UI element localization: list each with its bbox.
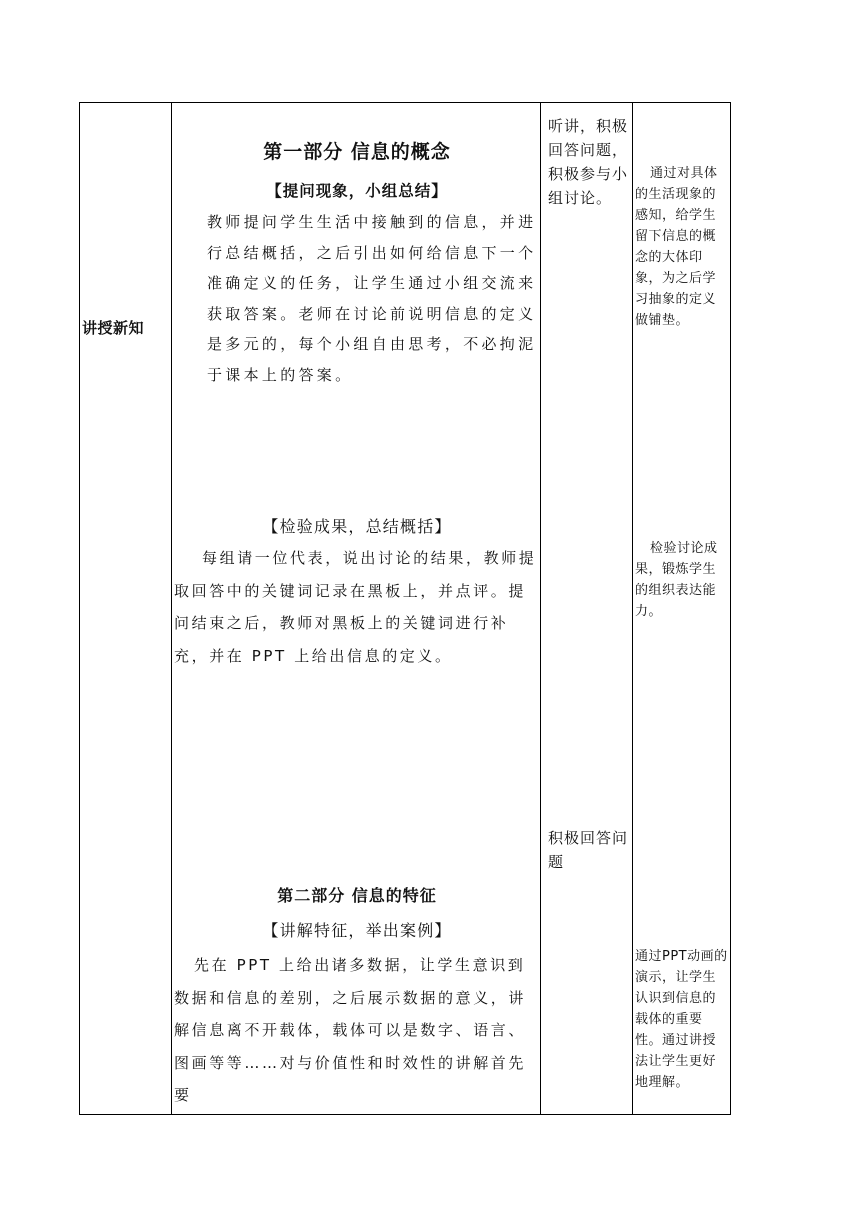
stage-label: 讲授新知	[82, 319, 145, 337]
design-intent-3: 通过PPT动画的演示，让学生认识到信息的载体的重要性。通过讲授法让学生更好地理解。	[635, 949, 728, 1090]
part1b-body: 每组请一位代表，说出讨论的结果，教师提取回答中的关键词记录在黑板上，并点评。提问结束之后，教师对黑板上的关键词进行补充，并在 PPT 上给出信息的定义。	[174, 549, 537, 665]
design-intent-cell	[635, 103, 729, 1114]
part2-subtitle: 【讲解特征，举出案例】	[262, 921, 452, 940]
teaching-content-cell	[172, 103, 542, 1114]
part1-subtitle: 【提问现象，小组总结】	[266, 182, 448, 200]
lesson-plan-table	[79, 102, 731, 1115]
part1-title: 第一部分 信息的概念	[263, 141, 451, 163]
design-intent-1: 通过对具体的生活现象的感知，给学生留下信息的概念的大体印象，为之后学习抽象的定义做铺垫。	[635, 166, 718, 328]
part2-title: 第二部分 信息的特征	[277, 886, 437, 905]
student-activity-2: 积极回答问题	[548, 829, 629, 871]
part2-body: 先在 PPT 上给出诸多数据，让学生意识到数据和信息的差别，之后展示数据的意义，讲解信息离不开载体，载体可以是数字、语言、图画等等……对与价值性和时效性的讲解首先要	[174, 956, 527, 1104]
student-activity-cell	[548, 103, 636, 1114]
part1-body: 教师提问学生生活中接触到的信息，并进行总结概括，之后引出如何给信息下一个准确定义的任务，让学生通过小组交流来获取答案。老师在讨论前说明信息的定义是多元的，每个小组自由思考，不必拘泥于课本上的答案。	[207, 213, 537, 384]
student-activity-1: 听讲，积极回答问题，积极参与小组讨论。	[548, 117, 629, 207]
part1b-subtitle: 【检验成果，总结概括】	[262, 517, 452, 536]
design-intent-2: 检验讨论成果，锻炼学生的组织表达能力。	[635, 541, 718, 619]
